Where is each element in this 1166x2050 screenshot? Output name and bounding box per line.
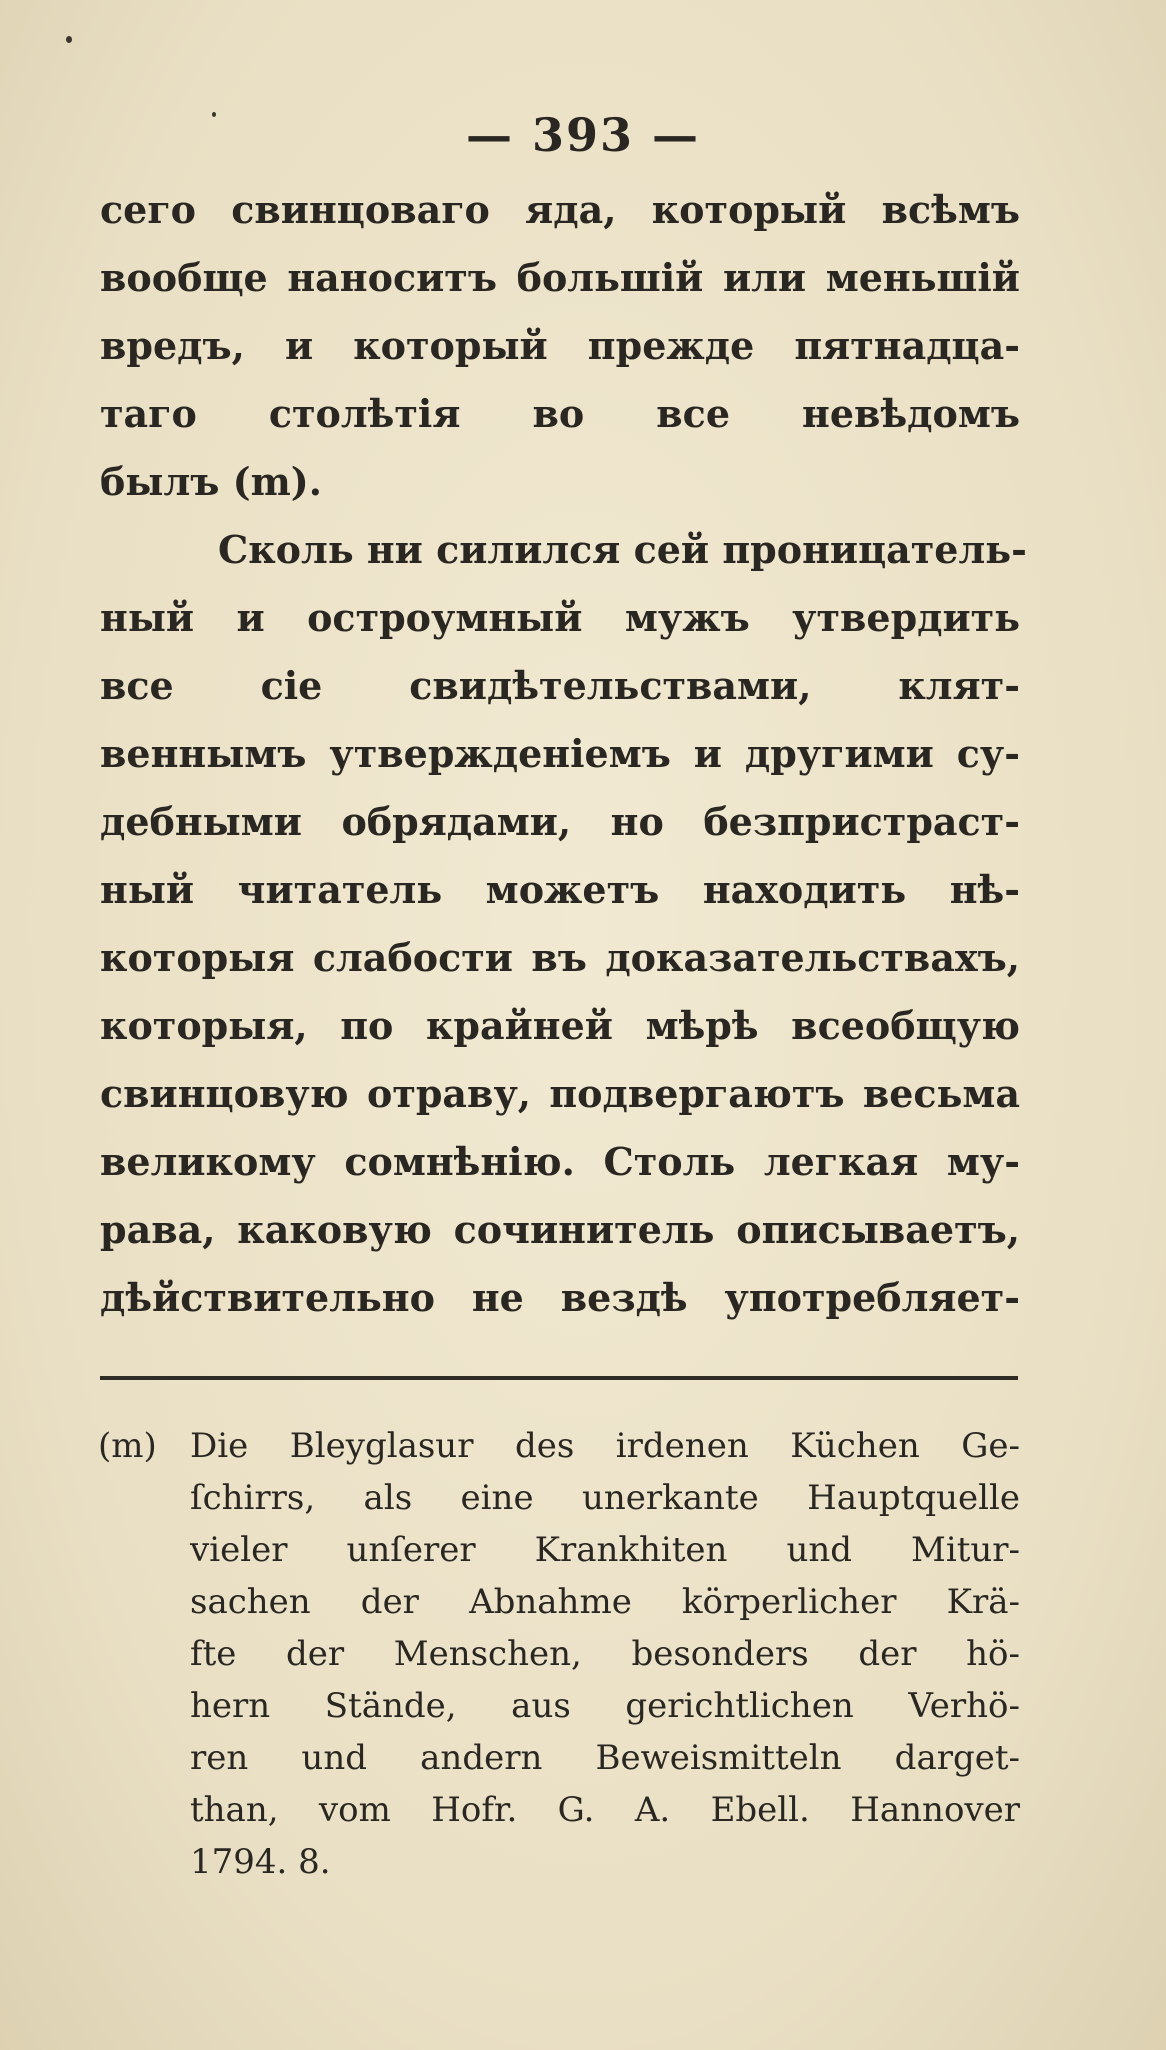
paragraph-start-line: Сколь ни силился сей проницатель- [218,527,1027,572]
text-line: таго столѣтія во все невѣдомъ [100,391,1020,436]
text-line: вообще наноситъ большій или меньшій [100,255,1020,300]
footnote-line: 1794. 8. [190,1842,331,1882]
text-line: былъ (m). [100,459,323,504]
footnote-marker: (m) [98,1426,157,1466]
footnote-line: than, vom Hofr. G. A. Ebell. Hannover [190,1790,1020,1830]
text-line: вредъ, и который прежде пятнадца- [100,323,1020,368]
footnote-text [190,1420,1020,1888]
text-line: великому сомнѣнію. Столь легкая му- [100,1139,1020,1184]
footnote-line: sachen der Abnahme körperlicher Krä- [190,1582,1020,1622]
footnote-line: fte der Menschen, besonders der hö- [190,1634,1020,1674]
text-line: рава, каковую сочинитель описываетъ, [100,1207,1020,1252]
text-line: свинцовую отраву, подвергаютъ весьма [100,1071,1020,1116]
footnote-line: Die Bleyglasur des irdenen Küchen Ge- [190,1426,1020,1466]
footnote-divider [100,1376,1018,1380]
page-number-header: — 393 — [465,108,701,162]
text-line: которыя, по крайней мѣрѣ всеобщую [100,1003,1020,1048]
text-line: все сіе свидѣтельствами, клят- [100,663,1020,708]
footnote-line: ren und andern Beweismitteln darget- [190,1738,1020,1778]
footnote-line: hern Stände, aus gerichtlichen Verhö- [190,1686,1020,1726]
text-line: сего свинцоваго яда, который всѣмъ [100,187,1020,232]
footnote-line: ſchirrs, als eine unerkante Hauptquelle [190,1478,1020,1518]
main-text [100,176,1027,1332]
text-line: дебными обрядами, но безпристраст- [100,799,1020,844]
text-line: ный и остроумный мужъ утвердить [100,595,1020,640]
text-line: которыя слабости въ доказательствахъ, [100,935,1020,980]
footnote-line: vieler unſerer Krankhiten und Mitur- [190,1530,1020,1570]
text-line: веннымъ утвержденіемъ и другими су- [100,731,1020,776]
text-line: дѣйствительно не вездѣ употребляет- [100,1275,1020,1320]
ink-speck [66,36,72,43]
text-line: ный читатель можетъ находить нѣ- [100,867,1020,912]
